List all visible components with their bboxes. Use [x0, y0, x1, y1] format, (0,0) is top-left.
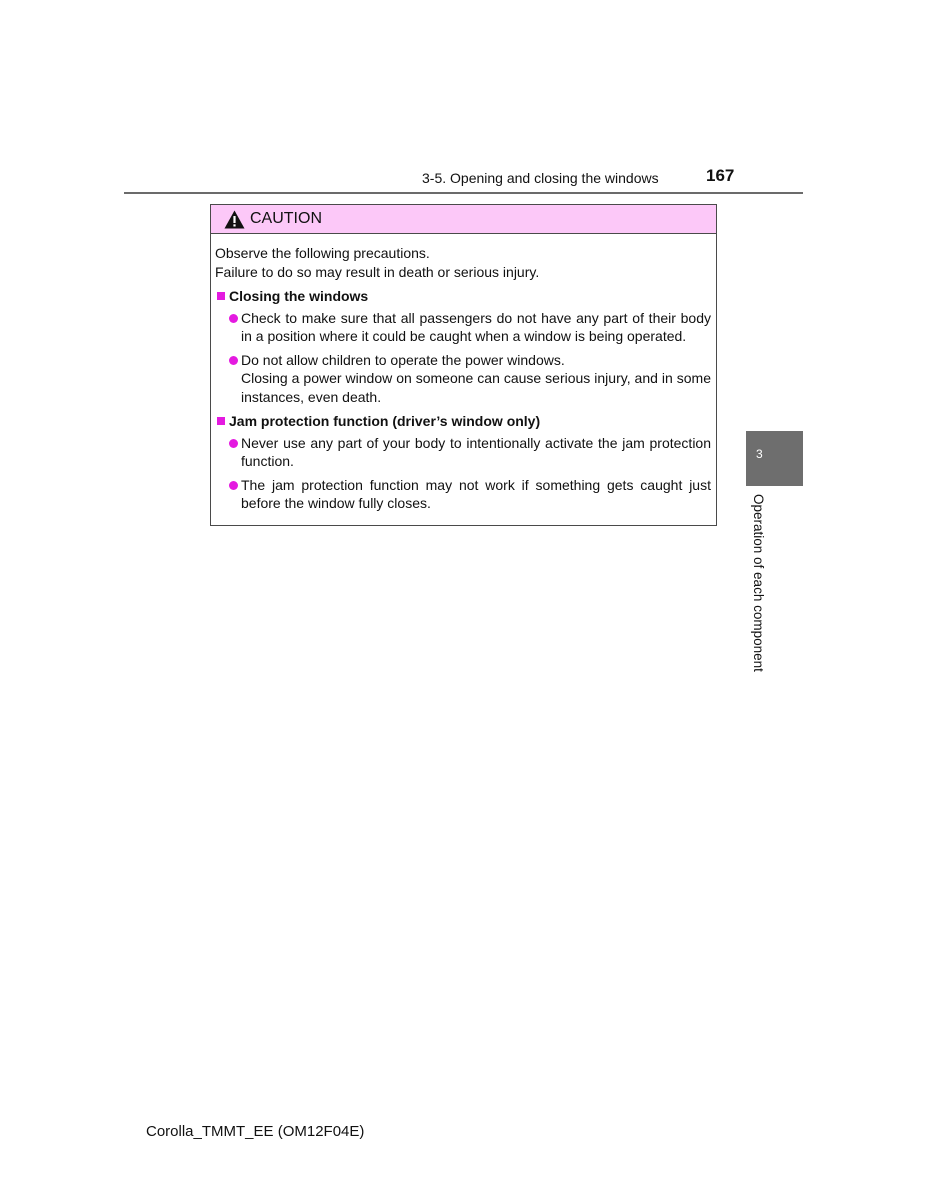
section-heading-text: Jam protection function (driver’s window only): [229, 413, 541, 429]
chapter-tab: [746, 431, 803, 486]
header-divider: [124, 192, 803, 194]
square-bullet-icon: [217, 292, 225, 300]
caution-header: [211, 205, 716, 234]
caution-body: [211, 234, 716, 513]
list-item-text: Never use any part of your body to intentionally activate the jam protection function.: [241, 434, 711, 469]
caution-intro-line: Observe the following precautions.: [215, 245, 430, 261]
list-item: [215, 476, 711, 513]
footer-document-code: Corolla_TMMT_EE (OM12F04E): [146, 1123, 365, 1140]
list-item-text: Do not allow children to operate the power windows.: [241, 351, 565, 368]
chapter-number: 3: [756, 447, 763, 461]
list-item-text: The jam protection function may not work if something gets caught just before the window fully closes.: [241, 476, 711, 511]
list-item: [215, 351, 711, 407]
caution-title: CAUTION: [250, 210, 322, 227]
circle-bullet-icon: [229, 314, 238, 323]
caution-intro-line: Failure to do so may result in death or serious injury.: [215, 263, 540, 280]
square-bullet-icon: [217, 417, 225, 425]
header-section-title: 3-5. Opening and closing the windows: [422, 170, 659, 186]
list-item-text: Closing a power window on someone can cause serious injury, and in some instances, even death.: [241, 370, 711, 405]
section-heading-jam-protection: [215, 412, 711, 431]
list-item: [215, 434, 711, 471]
warning-triangle-icon: [224, 210, 245, 229]
page-number: 167: [706, 166, 735, 185]
section-heading-closing-windows: [215, 287, 711, 306]
circle-bullet-icon: [229, 439, 238, 448]
section-heading-text: Closing the windows: [229, 288, 369, 304]
list-item: [215, 309, 711, 346]
list-item-text: Check to make sure that all passengers do not have any part of their body in a position where it could be caught when a window is being operated.: [241, 309, 711, 344]
chapter-label: Operation of each component: [751, 494, 766, 672]
circle-bullet-icon: [229, 356, 238, 365]
circle-bullet-icon: [229, 481, 238, 490]
caution-box: [210, 204, 717, 526]
